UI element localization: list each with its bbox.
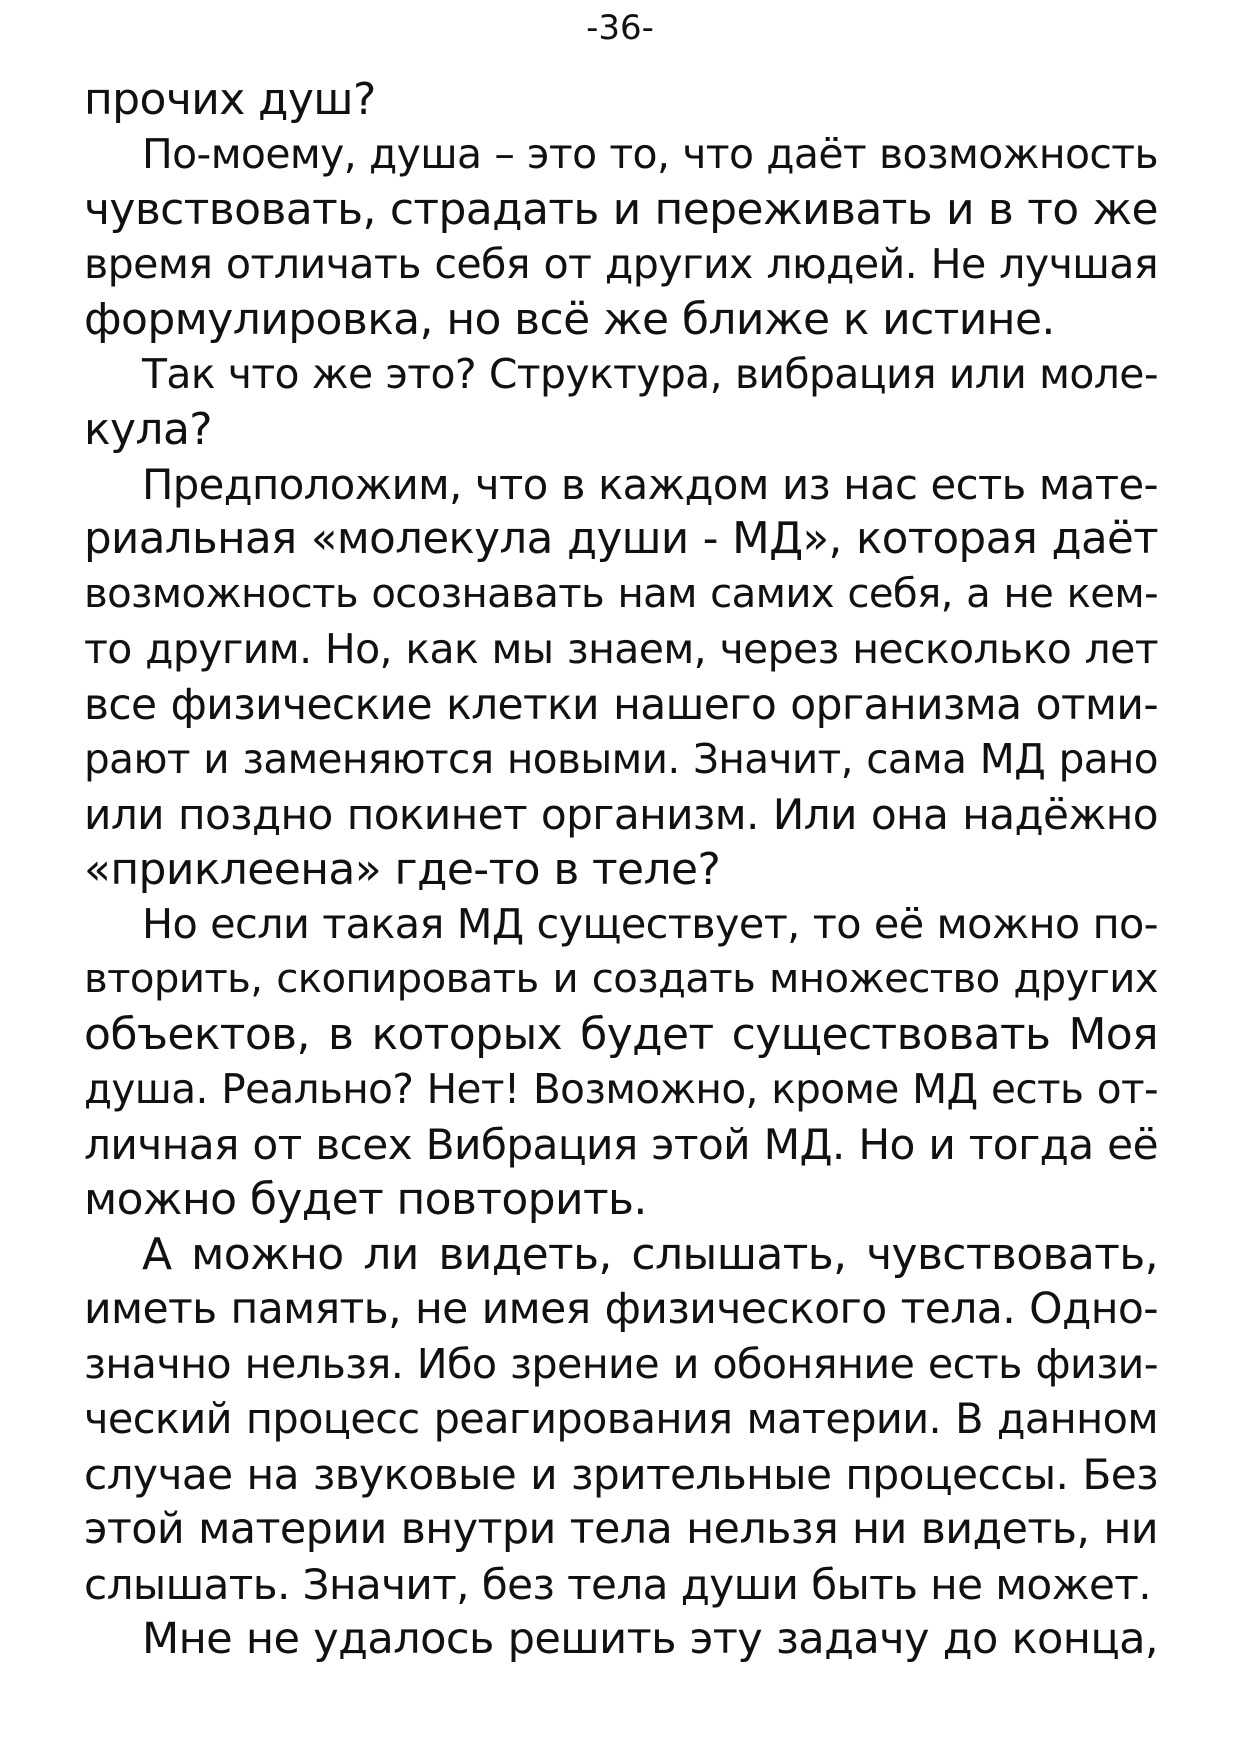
text-line: кула? (84, 404, 213, 455)
text-line: формулировка, но всё же ближе к истине. (84, 294, 1055, 345)
text-line: Так что же это? Структура, вибрация или моле- (142, 350, 1158, 398)
text-line: случае на звуковые и зрительные процессы. Без (84, 1450, 1158, 1499)
text-line: возможность осознавать нам самих себя, а не кем- (84, 571, 1158, 617)
text-line: А можно ли видеть, слышать, чувствовать, (142, 1229, 1158, 1280)
text-line: ческий процесс реагирования материи. В данном (84, 1395, 1158, 1443)
text-line: все физические клетки нашего организма отми- (84, 680, 1158, 729)
text-line: вторить, скопировать и создать множество других (84, 956, 1158, 1002)
text-line: чувствовать, страдать и переживать и в то же (84, 184, 1158, 235)
text-line: или поздно покинет организм. Или она надёжно (84, 790, 1158, 839)
text-line: Мне не удалось решить эту задачу до конца, (142, 1614, 1158, 1664)
text-line: Предположим, что в каждом из нас есть мате- (142, 460, 1158, 509)
text-line: Но если такая МД существует, то её можно по- (142, 900, 1158, 948)
text-line: душа. Реально? Нет! Возможно, кроме МД есть от- (84, 1065, 1158, 1113)
page-number: -36- (586, 8, 654, 48)
text-line: объектов, в которых будет существовать Моя (84, 1009, 1158, 1060)
text-line: личная от всех Вибрация этой МД. Но и тогда её (84, 1120, 1158, 1169)
text-line: иметь память, не имея физического тела. Одно- (84, 1285, 1158, 1334)
text-line: риальная «молекула души - МД», которая даёт (84, 514, 1158, 564)
text-line: По-моему, душа – это то, что даёт возможность (142, 130, 1158, 178)
text-line: прочих душ? (84, 74, 376, 125)
body-text (84, 72, 1158, 1667)
text-line: время отличать себя от других людей. Не лучшая (84, 240, 1158, 288)
text-line: рают и заменяются новыми. Значит, сама МД рано (84, 735, 1158, 783)
text-line: слышать. Значит, без тела души быть не может. (84, 1560, 1152, 1609)
text-line: то другим. Но, как мы знаем, через несколько лет (84, 625, 1158, 673)
text-line: «приклеена» где-то в теле? (84, 844, 721, 895)
text-line: значно нельзя. Ибо зрение и обоняние есть физи- (84, 1340, 1158, 1388)
text-line: этой материи внутри тела нельзя ни видеть, ни (84, 1504, 1158, 1554)
text-line: можно будет повторить. (84, 1174, 647, 1225)
